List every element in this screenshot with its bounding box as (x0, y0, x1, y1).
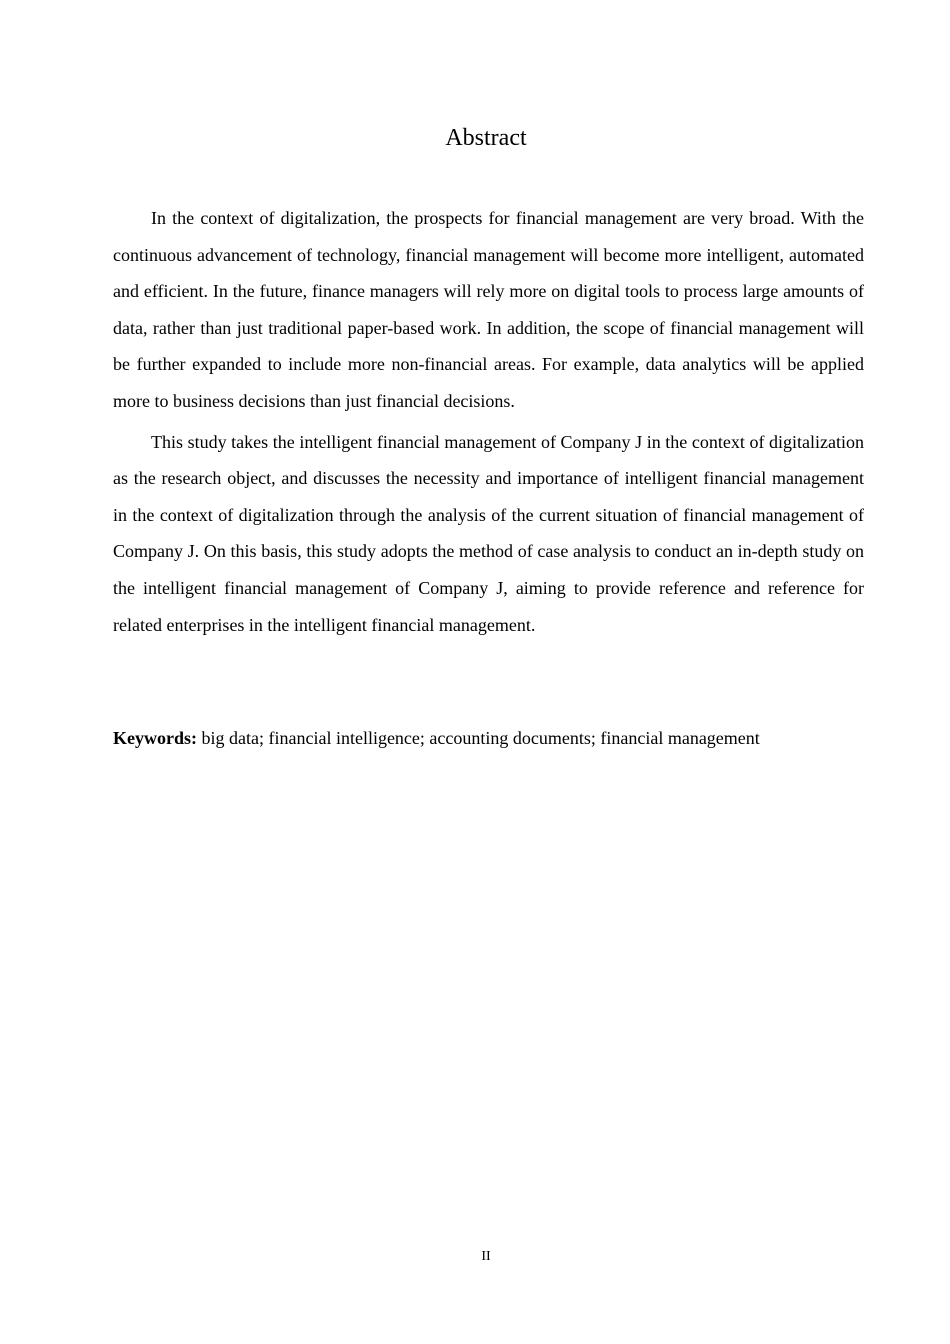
keywords-text: big data; financial intelligence; accounting documents; financial management (201, 728, 760, 748)
abstract-paragraph-1: In the context of digitalization, the prospects for financial management are very broad. With the continuous advancement of technology, financial management will become more intelligent, automated and efficient. In the future, finance managers will rely more on digital tools to process large amounts of data, rather than just traditional paper-based work. In addition, the scope of financial management will be further expanded to include more non-financial areas. For example, data analytics will be applied more to business decisions than just financial decisions. (113, 208, 864, 411)
abstract-paragraph-2: This study takes the intelligent financial management of Company J in the context of digitalization as the research object, and discusses the necessity and importance of intelligent financial management in the context of digitalization through the analysis of the current situation of financial management of Company J. On this basis, this study adopts the method of case analysis to conduct an in-depth study on the intelligent financial management of Company J, aiming to provide reference and reference for related enterprises in the intelligent financial management. (113, 431, 864, 635)
keywords-line (113, 722, 864, 754)
abstract-body (113, 200, 864, 647)
page-number: II (481, 1249, 491, 1264)
keywords-label: Keywords: (113, 728, 197, 748)
page-title: Abstract (445, 125, 527, 151)
